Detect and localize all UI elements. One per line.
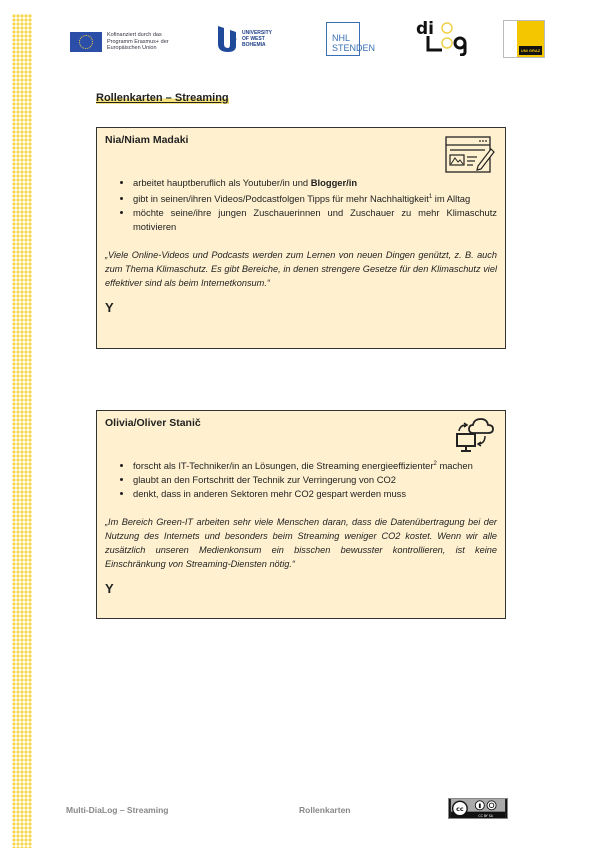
dialog-logo	[416, 18, 468, 56]
stenden-text: STENDEN	[332, 43, 376, 53]
list-item: • arbeitet hauptberuflich als Youtuber/in und Blogger/in	[133, 176, 497, 190]
decorative-dot-strip	[12, 14, 32, 848]
list-item: • glaubt an den Fortschritt der Technik zur Verringerung von CO2	[133, 473, 497, 487]
role-card-name: Olivia/Oliver Stanič	[105, 417, 201, 429]
footer-left: Multi-DiaLog – Streaming	[66, 805, 169, 815]
uni-graz-text: UNI GRAZ	[520, 48, 541, 53]
list-item: • denkt, dass in anderen Sektoren mehr CO2 gespart werden muss	[133, 487, 497, 501]
svg-text:di: di	[416, 19, 434, 39]
role-card-mark: Y	[105, 300, 114, 316]
nhl-stenden-logo	[326, 22, 376, 56]
page-title: Rollenkarten – Streaming	[96, 92, 229, 104]
cloud-computer-sync-icon	[455, 417, 495, 453]
list-item: • möchte seine/ihre jungen Zuschauerinnen und Zuschauer zu mehr Klimaschutz motivieren	[133, 206, 497, 234]
role-card-quote: „Viele Online-Videos und Podcasts werden zum Lernen von neuen Dingen genützt, z. B. auch zum Thema Klimaschutz. Es gibt Bereiche, in denen strengere Gesetze für den Klimaschutz viel effektiver sind als beim Internetkonsum.“	[105, 250, 497, 289]
role-card-bullets	[105, 457, 497, 501]
role-card	[96, 127, 506, 349]
list-item: • gibt in seinen/ihren Videos/Podcastfolgen Tipps für mehr Nachhaltigkeit$^1$ im Alltag	[133, 190, 497, 206]
footer-center: Rollenkarten	[299, 805, 351, 815]
list-item: • forscht als IT-Techniker/in an Lösungen, die Streaming energieeffizienter$^2$ machen	[133, 457, 497, 473]
cc-by-sa-license-icon[interactable]	[448, 798, 508, 819]
uni-graz-logo	[503, 20, 545, 58]
uwb-text: UNIVERSITY OF WEST BOHEMIA	[242, 30, 272, 48]
eu-flag-icon	[70, 32, 102, 52]
role-card-name: Nia/Niam Madaki	[105, 134, 189, 146]
uwb-mark-icon	[216, 24, 238, 54]
role-card-mark: Y	[105, 581, 114, 597]
blog-edit-icon	[445, 136, 495, 174]
cc-license-text: CC BY SA	[478, 814, 493, 819]
role-card-quote: „Im Bereich Green-IT arbeiten sehr viele Menschen daran, dass die Datenübertragung bei der Nutzung des Internets und besonders beim Streaming weniger CO2 kostet. Wenn wir alle zusätzlich unseren Medienkonsum ein bisschen bewusster kontrollieren, ist keine Einschränkung von Streaming-Diensten nötig.“	[105, 517, 497, 570]
svg-text:cc: cc	[456, 805, 464, 813]
eu-logo-text: Kofinanziert durch das Programm Erasmus+ der Europäischen Union	[107, 32, 169, 52]
footnote-ref[interactable]: 1	[428, 194, 433, 200]
eu-erasmus-logo	[70, 32, 177, 52]
role-card-bullets	[105, 176, 497, 234]
role-card	[96, 410, 506, 619]
nhl-text: NHL	[332, 33, 351, 43]
footnote-ref[interactable]: 2	[433, 461, 437, 467]
university-west-bohemia-logo	[216, 24, 278, 54]
